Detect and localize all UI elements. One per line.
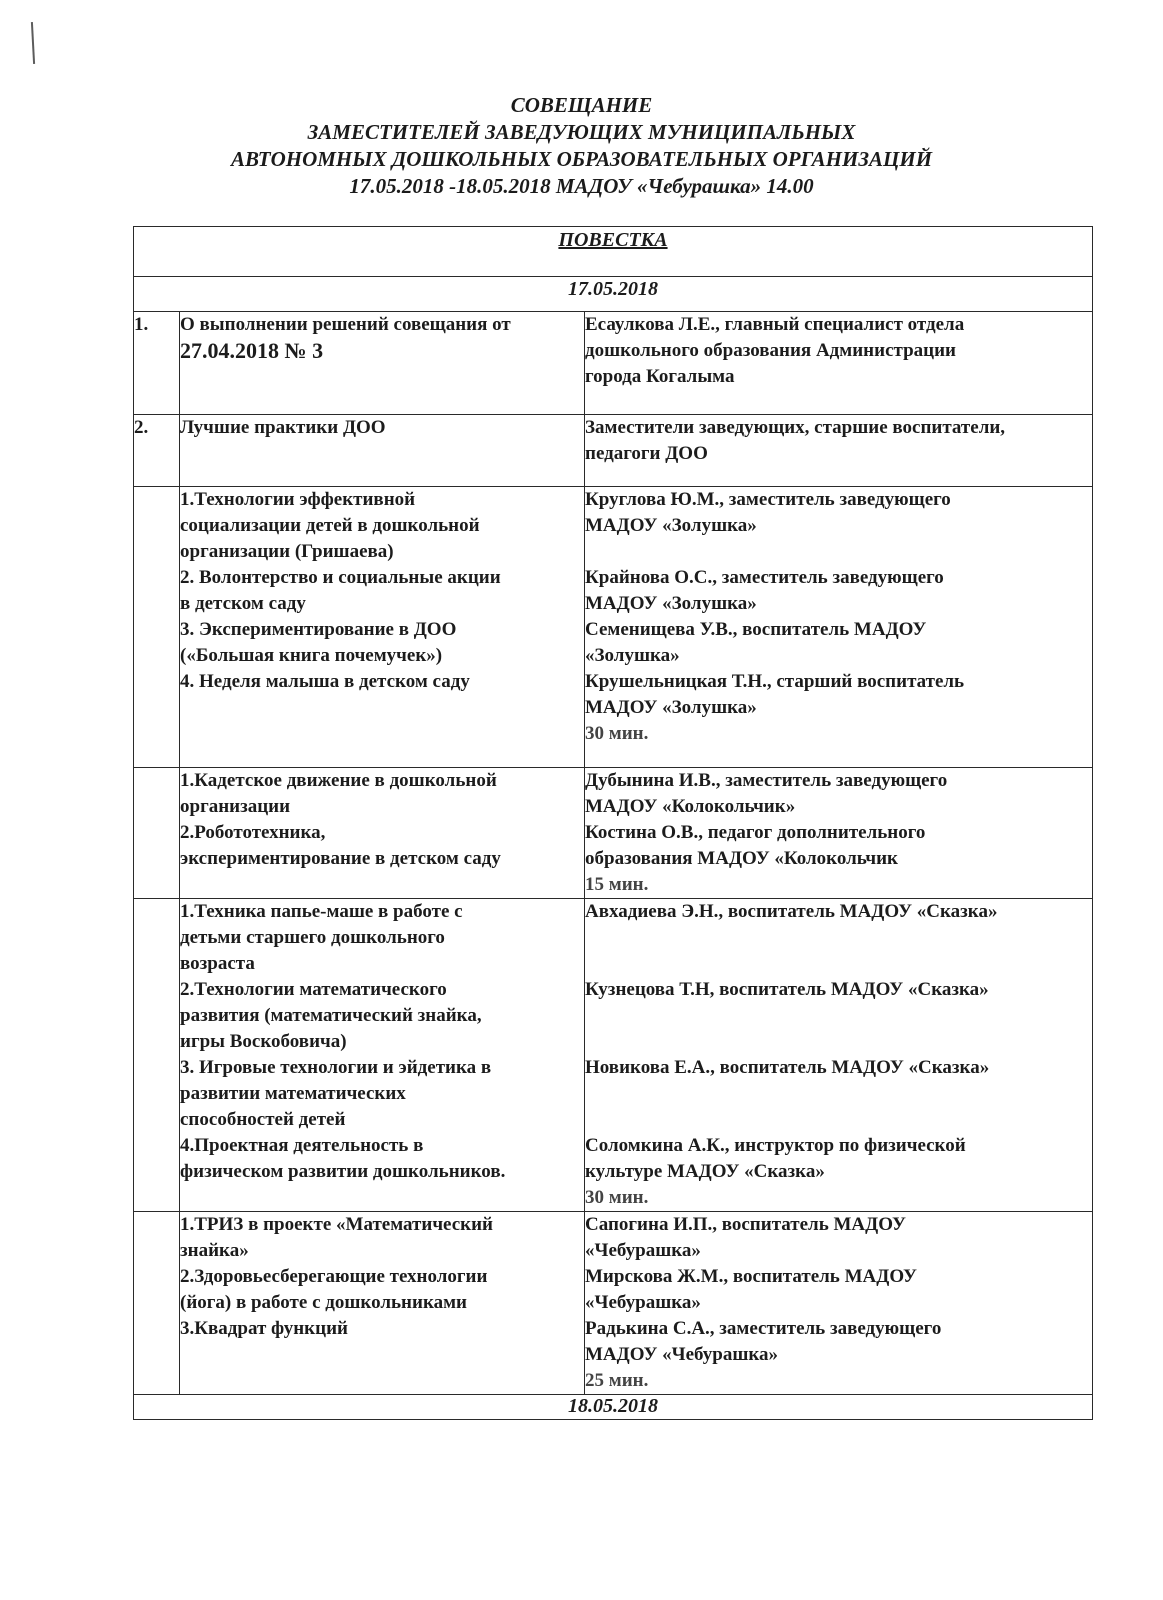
agenda-row-6 — [134, 1212, 1093, 1395]
agenda-row-4 — [134, 768, 1093, 899]
topic-line: 1.Кадетское движение в дошкольной — [180, 770, 497, 791]
speaker-line: Радькина С.А., заместитель заведующего — [585, 1318, 942, 1339]
item-topic — [180, 487, 585, 768]
agenda-table — [133, 226, 1093, 1420]
item-number — [134, 487, 180, 768]
topic-line: экспериментирование в детском саду — [180, 848, 501, 869]
header-subtitle-line2: АВТОНОМНЫХ ДОШКОЛЬНЫХ ОБРАЗОВАТЕЛЬНЫХ ОРГАНИЗАЦИЙ — [230, 147, 933, 171]
duration: 25 мин. — [585, 1370, 649, 1391]
duration: 30 мин. — [585, 1187, 649, 1208]
item-number — [134, 1212, 180, 1395]
speaker-line: Сапогина И.П., воспитатель МАДОУ — [585, 1214, 906, 1235]
speaker-line: Круглова Ю.М., заместитель заведующего — [585, 489, 951, 510]
agenda-row-2 — [134, 415, 1093, 487]
topic-line: 2. Волонтерство и социальные акции — [180, 567, 501, 588]
topic-line: социализации детей в дошкольной — [180, 515, 480, 536]
topic-line: 4.Проектная деятельность в — [180, 1135, 424, 1156]
speaker-line: Крайнова О.С., заместитель заведующего — [585, 567, 944, 588]
topic-line: знайка» — [180, 1240, 249, 1261]
topic-line: 1.ТРИЗ в проекте «Математический — [180, 1214, 493, 1235]
speaker-line: дошкольного образования Администрации — [585, 340, 956, 361]
topic-line: 3. Экспериментирование в ДОО — [180, 619, 457, 640]
item-speaker — [585, 1212, 1093, 1395]
topic-line: возраста — [180, 953, 255, 974]
item-topic — [180, 312, 585, 415]
topic-line: игры Воскобовича) — [180, 1031, 347, 1052]
speaker-line: Заместители заведующих, старшие воспитатели, — [585, 417, 1006, 438]
item-speaker — [585, 768, 1093, 899]
item-speaker — [585, 899, 1093, 1212]
agenda-title: ПОВЕСТКА — [558, 229, 668, 251]
speaker-spacer — [585, 951, 1092, 977]
topic-line: 1.Технологии эффективной — [180, 489, 416, 510]
topic-line: 4. Неделя малыша в детском саду — [180, 671, 470, 692]
header-dates-venue: 17.05.2018 -18.05.2018 МАДОУ «Чебурашка» 14.00 — [349, 174, 814, 198]
speaker-line: Новикова Е.А., воспитатель МАДОУ «Сказка» — [585, 1057, 990, 1078]
agenda-date-second: 18.05.2018 — [134, 1395, 1093, 1420]
item-topic — [180, 899, 585, 1212]
speaker-line: Соломкина А.К., инструктор по физической — [585, 1135, 966, 1156]
speaker-line: МАДОУ «Золушка» — [585, 515, 757, 536]
topic-line: детьми старшего дошкольного — [180, 927, 445, 948]
speaker-line: образования МАДОУ «Колокольчик — [585, 848, 898, 869]
speaker-spacer — [585, 1029, 1092, 1055]
topic-line: развитии математических — [180, 1083, 406, 1104]
item-speaker — [585, 415, 1093, 487]
topic-line: развития (математический знайка, — [180, 1005, 482, 1026]
topic-line: (йога) в работе с дошкольниками — [180, 1292, 468, 1313]
speaker-line: МАДОУ «Чебурашка» — [585, 1344, 779, 1365]
item-topic — [180, 1212, 585, 1395]
speaker-line: Авхадиева Э.Н., воспитатель МАДОУ «Сказка» — [585, 901, 998, 922]
document-header — [0, 92, 1163, 200]
speaker-line: Семенищева У.В., воспитатель МАДОУ — [585, 619, 927, 640]
speaker-spacer — [585, 539, 1092, 565]
speaker-spacer — [585, 925, 1092, 951]
topic-line: 3.Квадрат функций — [180, 1318, 348, 1339]
speaker-line: МАДОУ «Колокольчик» — [585, 796, 796, 817]
item-number — [134, 768, 180, 899]
speaker-line: «Золушка» — [585, 645, 680, 666]
header-title: СОВЕЩАНИЕ — [510, 93, 653, 117]
speaker-line: «Чебурашка» — [585, 1292, 701, 1313]
topic-line: организации (Гришаева) — [180, 541, 394, 562]
topic-line: 2.Робототехника, — [180, 822, 326, 843]
topic-line: в детском саду — [180, 593, 306, 614]
speaker-line: Мирскова Ж.М., воспитатель МАДОУ — [585, 1266, 917, 1287]
item-topic — [180, 415, 585, 487]
topic-line: («Большая книга почемучек») — [180, 645, 443, 666]
item-number: 1. — [134, 312, 180, 415]
speaker-line: педагоги ДОО — [585, 443, 708, 464]
agenda-title-cell — [134, 227, 1093, 277]
speaker-line: Есаулкова Л.Е., главный специалист отдела — [585, 314, 965, 335]
agenda-row-5 — [134, 899, 1093, 1212]
speaker-line: Крушельницкая Т.Н., старший воспитатель — [585, 671, 965, 692]
speaker-line: культуре МАДОУ «Сказка» — [585, 1161, 825, 1182]
duration: 15 мин. — [585, 874, 649, 895]
speaker-spacer — [585, 1081, 1092, 1107]
topic-line: организации — [180, 796, 291, 817]
speaker-spacer — [585, 1107, 1092, 1133]
topic-line: физическом развитии дошкольников. — [180, 1161, 506, 1182]
duration: 30 мин. — [585, 723, 649, 744]
item-number — [134, 899, 180, 1212]
header-subtitle-line1: ЗАМЕСТИТЕЛЕЙ ЗАВЕДУЮЩИХ МУНИЦИПАЛЬНЫХ — [307, 120, 856, 144]
speaker-line: города Когалыма — [585, 366, 735, 387]
topic-line: 2.Технологии математического — [180, 979, 447, 1000]
agenda-row-3 — [134, 487, 1093, 768]
topic-line: 1.Техника папье-маше в работе с — [180, 901, 463, 922]
topic-line: способностей детей — [180, 1109, 346, 1130]
item-number: 2. — [134, 415, 180, 487]
item-topic — [180, 768, 585, 899]
topic-line: 3. Игровые технологии и эйдетика в — [180, 1057, 492, 1078]
topic-line: Лучшие практики ДОО — [180, 417, 386, 438]
topic-line: 2.Здоровьесберегающие технологии — [180, 1266, 488, 1287]
topic-line: 27.04.2018 № 3 — [180, 338, 324, 363]
speaker-line: МАДОУ «Золушка» — [585, 697, 757, 718]
speaker-line: «Чебурашка» — [585, 1240, 701, 1261]
topic-line: О выполнении решений совещания от — [180, 314, 511, 335]
item-speaker — [585, 487, 1093, 768]
speaker-line: Дубынина И.В., заместитель заведующего — [585, 770, 948, 791]
speaker-line: Кузнецова Т.Н, воспитатель МАДОУ «Сказка» — [585, 979, 989, 1000]
margin-pen-mark — [31, 22, 35, 64]
item-speaker — [585, 312, 1093, 415]
speaker-spacer — [585, 1003, 1092, 1029]
agenda-row-1 — [134, 312, 1093, 415]
speaker-line: Костина О.В., педагог дополнительного — [585, 822, 926, 843]
speaker-line: МАДОУ «Золушка» — [585, 593, 757, 614]
agenda-date-first: 17.05.2018 — [134, 277, 1093, 312]
